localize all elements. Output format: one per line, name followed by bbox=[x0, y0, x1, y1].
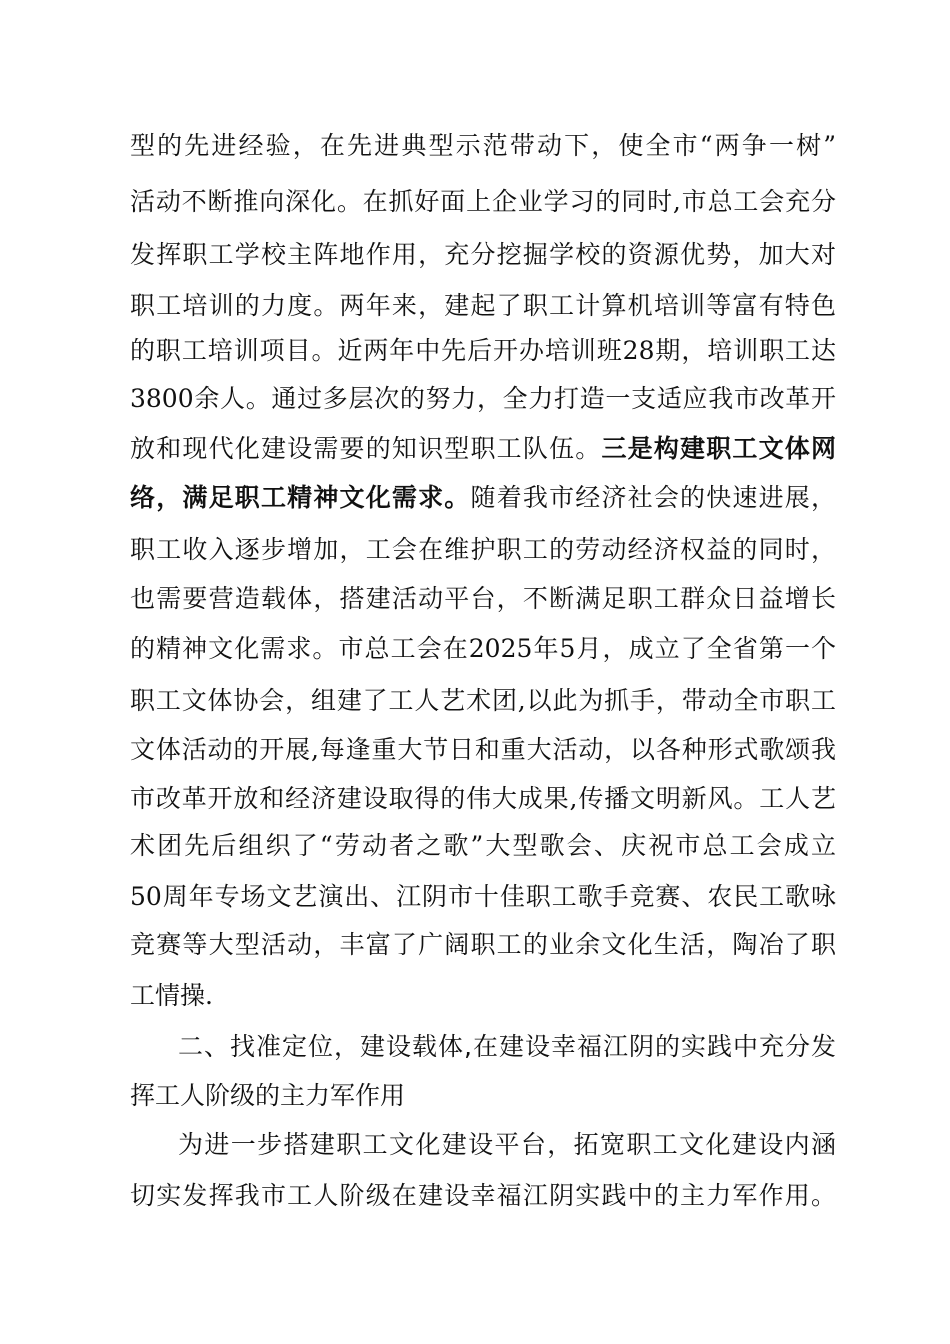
section-heading: 挥工人阶级的主力军作用 bbox=[130, 1081, 406, 1110]
body-text: 随着我市经济社会的快速进展， bbox=[470, 483, 836, 512]
bold-lead-text: 三是构建职工文体网 bbox=[601, 434, 836, 463]
body-line: 型的先进经验，在先进典型示范带动下，使全市“两争一树” bbox=[130, 131, 836, 160]
body-line: 的职工培训项目。近两年中先后开办培训班28期，培训职工达 bbox=[130, 336, 836, 365]
body-line: 竞赛等大型活动，丰富了广阔职工的业余文化生活，陶冶了职 bbox=[130, 930, 836, 959]
bold-lead-text: 络，满足职工精神文化需求。 bbox=[130, 483, 471, 512]
body-line: 也需要营造载体，搭建活动平台，不断满足职工群众日益增长 bbox=[130, 584, 836, 613]
body-line: 术团先后组织了“劳动者之歌”大型歌会、庆祝市总工会成立 bbox=[130, 831, 836, 860]
body-line: 工情操. bbox=[130, 981, 213, 1010]
body-line: 职工收入逐步增加，工会在维护职工的劳动经济权益的同时， bbox=[130, 535, 836, 564]
mixed-line bbox=[130, 434, 836, 464]
mixed-line bbox=[130, 483, 836, 513]
body-line: 发挥职工学校主阵地作用，充分挖掘学校的资源优势，加大对 bbox=[130, 240, 836, 269]
body-line: 为进一步搭建职工文化建设平台，拓宽职工文化建设内涵 bbox=[178, 1130, 836, 1159]
section-heading: 二、找准定位，建设载体,在建设幸福江阴的实践中充分发 bbox=[178, 1032, 836, 1061]
body-line: 活动不断推向深化。在抓好面上企业学习的同时,市总工会充分 bbox=[130, 187, 836, 216]
body-line: 3800余人。通过多层次的努力，全力打造一支适应我市改革开 bbox=[130, 384, 836, 413]
body-line: 切实发挥我市工人阶级在建设幸福江阴实践中的主力军作用。 bbox=[130, 1181, 836, 1210]
body-line: 50周年专场文艺演出、江阴市十佳职工歌手竞赛、农民工歌咏 bbox=[130, 882, 836, 911]
body-line: 职工文体协会，组建了工人艺术团,以此为抓手，带动全市职工 bbox=[130, 686, 836, 715]
body-line: 文体活动的开展,每逢重大节日和重大活动，以各种形式歌颂我 bbox=[130, 735, 836, 764]
body-line: 职工培训的力度。两年来，建起了职工计算机培训等富有特色 bbox=[130, 291, 836, 320]
body-line: 市改革开放和经济建设取得的伟大成果,传播文明新风。工人艺 bbox=[130, 784, 836, 813]
body-text: 放和现代化建设需要的知识型职工队伍。 bbox=[130, 434, 602, 463]
body-line: 的精神文化需求。市总工会在2025年5月，成立了全省第一个 bbox=[130, 634, 836, 663]
